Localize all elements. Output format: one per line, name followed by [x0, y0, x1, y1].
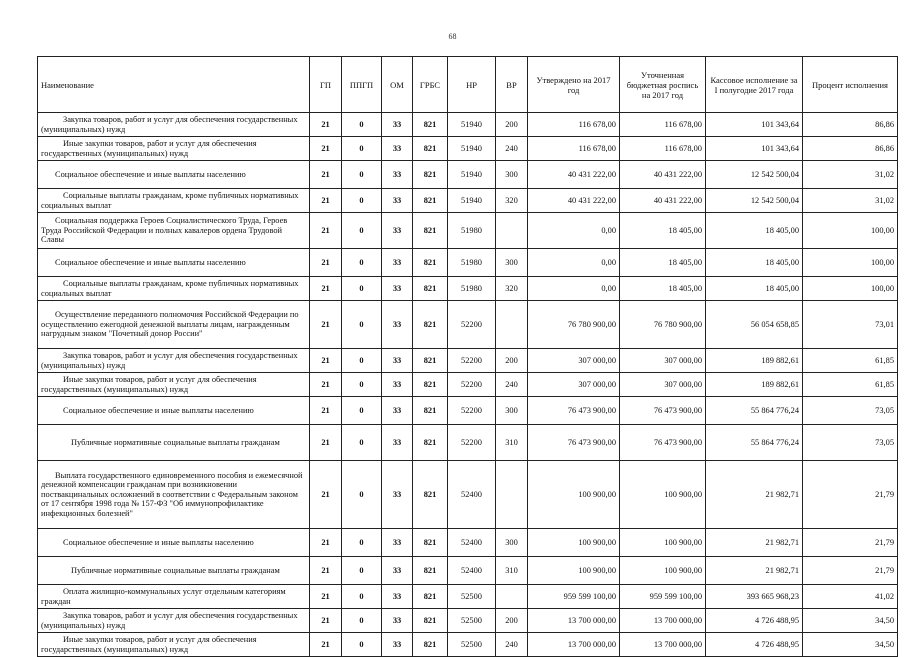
- row-executed: 56 054 658,85: [706, 301, 803, 349]
- row-om: 33: [382, 277, 413, 301]
- header-gp: ГП: [310, 57, 342, 113]
- row-name: Социальное обеспечение и иные выплаты населению: [38, 397, 310, 425]
- row-percent: 31,02: [803, 189, 898, 213]
- header-percent: Процент исполнения: [803, 57, 898, 113]
- row-revised: 18 405,00: [620, 277, 706, 301]
- row-executed: 12 542 500,04: [706, 189, 803, 213]
- row-nr: 52500: [448, 585, 496, 609]
- row-vr: 300: [496, 161, 528, 189]
- table-row: [38, 633, 898, 657]
- row-vr: 240: [496, 137, 528, 161]
- row-approved: 40 431 222,00: [528, 161, 620, 189]
- header-name: Наименование: [38, 57, 310, 113]
- row-gp: 21: [310, 113, 342, 137]
- row-nr: 51980: [448, 213, 496, 249]
- row-revised: 116 678,00: [620, 137, 706, 161]
- row-executed: 4 726 488,95: [706, 633, 803, 657]
- row-executed: 393 665 968,23: [706, 585, 803, 609]
- row-vr: 320: [496, 277, 528, 301]
- row-gp: 21: [310, 425, 342, 461]
- header-approved: Утверждено на 2017 год: [528, 57, 620, 113]
- header-om: ОМ: [382, 57, 413, 113]
- row-percent: 100,00: [803, 249, 898, 277]
- row-revised: 76 473 900,00: [620, 425, 706, 461]
- row-name: Иные закупки товаров, работ и услуг для обеспечения государственных (муниципальных) нужд: [38, 137, 310, 161]
- row-nr: 52400: [448, 557, 496, 585]
- row-ppgp: 0: [342, 249, 382, 277]
- table-row: [38, 113, 898, 137]
- row-nr: 51980: [448, 249, 496, 277]
- row-percent: 100,00: [803, 277, 898, 301]
- row-percent: 61,85: [803, 373, 898, 397]
- row-percent: 21,79: [803, 529, 898, 557]
- row-name: Социальное обеспечение и иные выплаты населению: [38, 249, 310, 277]
- row-name: Социальные выплаты гражданам, кроме публичных нормативных социальных выплат: [38, 189, 310, 213]
- row-ppgp: 0: [342, 277, 382, 301]
- row-vr: 300: [496, 249, 528, 277]
- row-ppgp: 0: [342, 349, 382, 373]
- row-gp: 21: [310, 277, 342, 301]
- row-executed: 55 864 776,24: [706, 425, 803, 461]
- row-approved: 76 780 900,00: [528, 301, 620, 349]
- row-grbs: 821: [413, 609, 448, 633]
- row-ppgp: 0: [342, 397, 382, 425]
- row-nr: 51940: [448, 137, 496, 161]
- row-vr: 310: [496, 557, 528, 585]
- row-revised: 100 900,00: [620, 557, 706, 585]
- row-om: 33: [382, 161, 413, 189]
- row-om: 33: [382, 633, 413, 657]
- row-revised: 959 599 100,00: [620, 585, 706, 609]
- row-ppgp: 0: [342, 461, 382, 529]
- row-executed: 21 982,71: [706, 529, 803, 557]
- row-om: 33: [382, 461, 413, 529]
- row-nr: 52500: [448, 633, 496, 657]
- table-row: [38, 425, 898, 461]
- row-om: 33: [382, 373, 413, 397]
- row-ppgp: 0: [342, 425, 382, 461]
- row-gp: 21: [310, 213, 342, 249]
- row-ppgp: 0: [342, 161, 382, 189]
- row-name: Закупка товаров, работ и услуг для обеспечения государственных (муниципальных) нужд: [38, 113, 310, 137]
- row-approved: 13 700 000,00: [528, 609, 620, 633]
- table-row: [38, 137, 898, 161]
- header-revised: Уточненная бюджетная роспись на 2017 год: [620, 57, 706, 113]
- row-nr: 52400: [448, 529, 496, 557]
- row-gp: 21: [310, 633, 342, 657]
- row-vr: 310: [496, 425, 528, 461]
- budget-table: [37, 56, 898, 657]
- row-gp: 21: [310, 373, 342, 397]
- row-vr: 320: [496, 189, 528, 213]
- row-name: Закупка товаров, работ и услуг для обеспечения государственных (муниципальных) нужд: [38, 609, 310, 633]
- row-percent: 34,50: [803, 633, 898, 657]
- row-executed: 101 343,64: [706, 137, 803, 161]
- row-nr: 51980: [448, 277, 496, 301]
- row-om: 33: [382, 609, 413, 633]
- row-nr: 52200: [448, 425, 496, 461]
- row-ppgp: 0: [342, 213, 382, 249]
- table-row: [38, 609, 898, 633]
- header-nr: НР: [448, 57, 496, 113]
- row-grbs: 821: [413, 113, 448, 137]
- row-gp: 21: [310, 301, 342, 349]
- row-percent: 61,85: [803, 349, 898, 373]
- row-ppgp: 0: [342, 301, 382, 349]
- row-vr: 240: [496, 633, 528, 657]
- row-name: Публичные нормативные социальные выплаты гражданам: [38, 557, 310, 585]
- row-vr: 300: [496, 397, 528, 425]
- table-row: [38, 213, 898, 249]
- row-revised: 307 000,00: [620, 349, 706, 373]
- row-percent: 86,86: [803, 113, 898, 137]
- row-approved: 100 900,00: [528, 461, 620, 529]
- row-om: 33: [382, 529, 413, 557]
- row-executed: 189 882,61: [706, 373, 803, 397]
- row-approved: 116 678,00: [528, 137, 620, 161]
- row-revised: 307 000,00: [620, 373, 706, 397]
- row-om: 33: [382, 301, 413, 349]
- row-ppgp: 0: [342, 373, 382, 397]
- row-percent: 73,05: [803, 397, 898, 425]
- row-name: Иные закупки товаров, работ и услуг для обеспечения государственных (муниципальных) нужд: [38, 373, 310, 397]
- row-executed: 18 405,00: [706, 277, 803, 301]
- table-row: [38, 189, 898, 213]
- row-percent: 73,05: [803, 425, 898, 461]
- row-percent: 86,86: [803, 137, 898, 161]
- row-grbs: 821: [413, 425, 448, 461]
- row-name: Выплата государственного единовременного пособия и ежемесячной денежной компенсации гражданам при возникновении поствакцинальных осложнений в соответствии с Федеральным законом от 17 сентября 1998 года № 157-ФЗ "Об иммунопрофилактике инфекционных болезней": [38, 461, 310, 529]
- row-nr: 52500: [448, 609, 496, 633]
- row-ppgp: 0: [342, 557, 382, 585]
- row-name: Иные закупки товаров, работ и услуг для обеспечения государственных (муниципальных) нужд: [38, 633, 310, 657]
- header-ppgp: ППГП: [342, 57, 382, 113]
- row-ppgp: 0: [342, 137, 382, 161]
- row-ppgp: 0: [342, 633, 382, 657]
- row-executed: 4 726 488,95: [706, 609, 803, 633]
- row-grbs: 821: [413, 397, 448, 425]
- row-executed: 101 343,64: [706, 113, 803, 137]
- table-row: [38, 529, 898, 557]
- row-executed: 55 864 776,24: [706, 397, 803, 425]
- row-om: 33: [382, 113, 413, 137]
- row-percent: 34,50: [803, 609, 898, 633]
- row-grbs: 821: [413, 585, 448, 609]
- row-name: Осуществление переданного полномочия Российской Федерации по осуществлению ежегодной денежной выплаты лицам, награжденным нагрудным знаком "Почетный донор России": [38, 301, 310, 349]
- row-grbs: 821: [413, 529, 448, 557]
- row-grbs: 821: [413, 277, 448, 301]
- row-executed: 18 405,00: [706, 249, 803, 277]
- row-approved: 307 000,00: [528, 349, 620, 373]
- row-grbs: 821: [413, 349, 448, 373]
- row-approved: 100 900,00: [528, 557, 620, 585]
- table-row: [38, 585, 898, 609]
- row-ppgp: 0: [342, 189, 382, 213]
- row-approved: 0,00: [528, 213, 620, 249]
- row-grbs: 821: [413, 301, 448, 349]
- row-nr: 52200: [448, 373, 496, 397]
- row-name: Социальная поддержка Героев Социалистического Труда, Героев Труда Российской Федерации и полных кавалеров ордена Трудовой Славы: [38, 213, 310, 249]
- row-executed: 12 542 500,04: [706, 161, 803, 189]
- row-vr: 200: [496, 113, 528, 137]
- row-vr: 300: [496, 529, 528, 557]
- row-revised: 76 780 900,00: [620, 301, 706, 349]
- row-grbs: 821: [413, 189, 448, 213]
- row-name: Закупка товаров, работ и услуг для обеспечения государственных (муниципальных) нужд: [38, 349, 310, 373]
- row-revised: 116 678,00: [620, 113, 706, 137]
- row-revised: 40 431 222,00: [620, 189, 706, 213]
- row-vr: [496, 585, 528, 609]
- header-grbs: ГРБС: [413, 57, 448, 113]
- row-vr: 240: [496, 373, 528, 397]
- row-gp: 21: [310, 585, 342, 609]
- row-approved: 116 678,00: [528, 113, 620, 137]
- table-row: [38, 349, 898, 373]
- row-om: 33: [382, 397, 413, 425]
- row-name: Публичные нормативные социальные выплаты гражданам: [38, 425, 310, 461]
- row-grbs: 821: [413, 633, 448, 657]
- row-name: Оплата жилищно-коммунальных услуг отдельным категориям граждан: [38, 585, 310, 609]
- row-gp: 21: [310, 609, 342, 633]
- row-om: 33: [382, 137, 413, 161]
- row-percent: 21,79: [803, 461, 898, 529]
- row-revised: 18 405,00: [620, 249, 706, 277]
- row-gp: 21: [310, 397, 342, 425]
- row-nr: 51940: [448, 161, 496, 189]
- row-name: Социальное обеспечение и иные выплаты населению: [38, 161, 310, 189]
- table-row: [38, 461, 898, 529]
- row-nr: 52200: [448, 301, 496, 349]
- row-revised: 18 405,00: [620, 213, 706, 249]
- header-vr: ВР: [496, 57, 528, 113]
- row-gp: 21: [310, 349, 342, 373]
- row-revised: 13 700 000,00: [620, 609, 706, 633]
- row-executed: 21 982,71: [706, 557, 803, 585]
- row-percent: 100,00: [803, 213, 898, 249]
- row-approved: 76 473 900,00: [528, 425, 620, 461]
- row-nr: 52400: [448, 461, 496, 529]
- row-vr: 200: [496, 349, 528, 373]
- row-nr: 52200: [448, 349, 496, 373]
- row-approved: 100 900,00: [528, 529, 620, 557]
- row-om: 33: [382, 213, 413, 249]
- row-revised: 100 900,00: [620, 529, 706, 557]
- row-name: Социальное обеспечение и иные выплаты населению: [38, 529, 310, 557]
- table-row: [38, 277, 898, 301]
- header-executed: Кассовое исполнение за I полугодие 2017 года: [706, 57, 803, 113]
- row-vr: [496, 213, 528, 249]
- row-executed: 189 882,61: [706, 349, 803, 373]
- row-om: 33: [382, 249, 413, 277]
- row-nr: 52200: [448, 397, 496, 425]
- row-ppgp: 0: [342, 585, 382, 609]
- row-revised: 76 473 900,00: [620, 397, 706, 425]
- row-percent: 73,01: [803, 301, 898, 349]
- row-grbs: 821: [413, 461, 448, 529]
- table-header-row: [38, 57, 898, 113]
- row-revised: 13 700 000,00: [620, 633, 706, 657]
- row-grbs: 821: [413, 249, 448, 277]
- row-om: 33: [382, 425, 413, 461]
- row-gp: 21: [310, 249, 342, 277]
- row-gp: 21: [310, 461, 342, 529]
- row-nr: 51940: [448, 189, 496, 213]
- row-ppgp: 0: [342, 609, 382, 633]
- row-grbs: 821: [413, 557, 448, 585]
- row-approved: 307 000,00: [528, 373, 620, 397]
- row-approved: 0,00: [528, 249, 620, 277]
- row-om: 33: [382, 585, 413, 609]
- row-percent: 21,79: [803, 557, 898, 585]
- row-gp: 21: [310, 529, 342, 557]
- table-row: [38, 397, 898, 425]
- table-row: [38, 373, 898, 397]
- row-om: 33: [382, 189, 413, 213]
- row-executed: 21 982,71: [706, 461, 803, 529]
- row-vr: 200: [496, 609, 528, 633]
- row-executed: 18 405,00: [706, 213, 803, 249]
- row-approved: 959 599 100,00: [528, 585, 620, 609]
- table-row: [38, 161, 898, 189]
- page-number: 68: [448, 32, 457, 41]
- row-approved: 76 473 900,00: [528, 397, 620, 425]
- row-gp: 21: [310, 189, 342, 213]
- row-grbs: 821: [413, 161, 448, 189]
- table-row: [38, 249, 898, 277]
- row-percent: 41,02: [803, 585, 898, 609]
- row-grbs: 821: [413, 137, 448, 161]
- row-grbs: 821: [413, 373, 448, 397]
- row-ppgp: 0: [342, 113, 382, 137]
- row-om: 33: [382, 557, 413, 585]
- row-gp: 21: [310, 557, 342, 585]
- row-gp: 21: [310, 161, 342, 189]
- row-percent: 31,02: [803, 161, 898, 189]
- table-row: [38, 301, 898, 349]
- row-vr: [496, 301, 528, 349]
- row-revised: 40 431 222,00: [620, 161, 706, 189]
- table-row: [38, 557, 898, 585]
- row-ppgp: 0: [342, 529, 382, 557]
- row-nr: 51940: [448, 113, 496, 137]
- row-om: 33: [382, 349, 413, 373]
- row-approved: 13 700 000,00: [528, 633, 620, 657]
- row-grbs: 821: [413, 213, 448, 249]
- row-revised: 100 900,00: [620, 461, 706, 529]
- row-vr: [496, 461, 528, 529]
- row-approved: 0,00: [528, 277, 620, 301]
- row-gp: 21: [310, 137, 342, 161]
- row-approved: 40 431 222,00: [528, 189, 620, 213]
- row-name: Социальные выплаты гражданам, кроме публичных нормативных социальных выплат: [38, 277, 310, 301]
